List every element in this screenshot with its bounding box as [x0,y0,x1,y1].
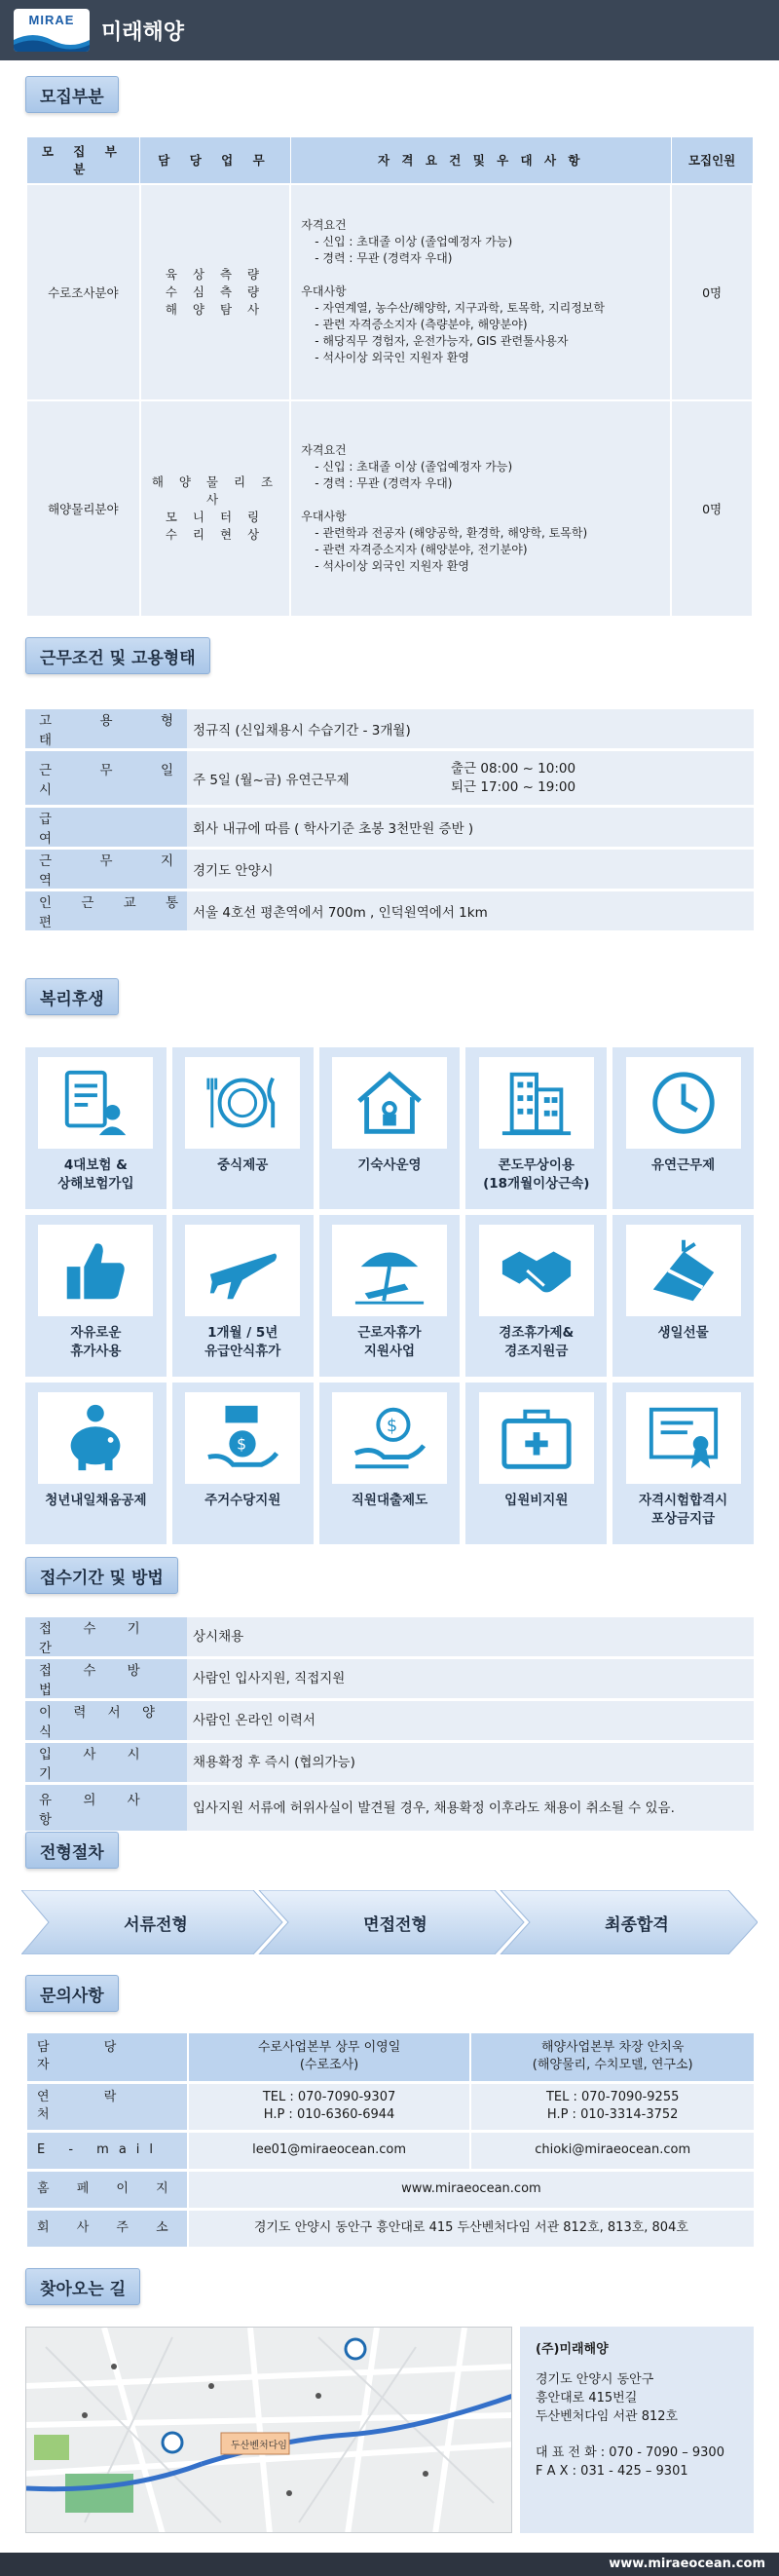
contact-email-1[interactable]: lee01@miraeocean.com [188,2131,471,2170]
address-line: 두산벤처다임 서관 812호 [536,2409,679,2424]
req-item: - 경력 : 무관 (경력자 우대) [315,475,453,490]
welfare-label-line: 유연근무제 [650,1157,716,1173]
welfare-label [204,1324,280,1361]
company-tel[interactable]: 대 표 전 화 : 070 - 7090 – 9300 [536,2445,724,2460]
work-value: 회사 내규에 따름 ( 학사기준 초봉 3천만원 증반 ) [187,807,754,849]
map-graphic-icon [26,2328,512,2533]
contact-label: 회 사 주 소 [26,2209,188,2248]
welfare-label [204,1492,280,1510]
pref-item: - 관련 자격증소지자 (해양분야, 전기분야) [315,542,528,556]
recruit-header-duty: 담 당 업 무 [140,137,291,184]
certificate-icon [626,1392,741,1484]
welfare-label-line: 포상금지급 [650,1511,716,1527]
work-label: 인 근 교 통 편 [25,890,187,932]
pref-title: 우대사항 [301,284,347,298]
contact-phone-1 [188,2082,471,2131]
apply-value: 사람인 입사지원, 직접지원 [187,1658,754,1700]
section-title-directions: 찾아오는 길 [25,2268,140,2305]
welfare-label-line: 지원사업 [363,1344,416,1359]
work-label: 근 무 지 역 [25,849,187,890]
handshake-icon [479,1225,594,1316]
welfare-label [357,1324,421,1361]
apply-value: 입사지원 서류에 허위사실이 발견될 경우, 채용확정 이후라도 채용이 취소될 수 있음. [187,1784,754,1833]
work-value: 정규직 (신입채용시 수습기간 - 3개월) [187,709,754,750]
svg-text:$: $ [237,1435,247,1454]
contact-hp-2[interactable]: H.P : 010-3314-3752 [546,2107,679,2122]
gift-icon [626,1225,741,1316]
req-item: - 신입 : 초대졸 이상 (졸업예정자 가능) [315,459,513,474]
work-row [25,807,754,849]
welfare-label [483,1156,589,1193]
apply-row [25,1658,754,1700]
location-map[interactable] [25,2327,512,2533]
duty-item: 수 심 측 량 [165,284,266,299]
welfare-label [70,1324,121,1361]
contact-address: 경기도 안양시 동안구 흥안대로 415 두산벤처다임 서관 812호, 813호, 804호 [188,2209,754,2248]
process-step-final: 최종합격 [605,1914,669,1935]
welfare-label [499,1324,574,1361]
logo-text: MIRAE [28,13,75,27]
process-step-interview: 면접전형 [363,1914,427,1935]
pref-item: - 석사이상 외국인 지원자 환영 [315,351,469,364]
apply-row [25,1700,754,1742]
recruit-requirements [290,400,671,617]
meal-plate-icon [185,1057,300,1149]
work-value [187,750,754,807]
company-name: (주)미래해양 [536,2342,609,2357]
coin-hand-icon [332,1392,447,1484]
welfare-item [172,1215,314,1377]
welfare-label [57,1156,133,1193]
welfare-item [465,1383,607,1544]
welfare-item [25,1215,167,1377]
house-lock-icon [332,1057,447,1149]
recruit-division: 수로조사분야 [26,184,140,400]
welfare-item [25,1383,167,1544]
welfare-item [612,1215,754,1377]
map-building-label: 두산벤처다임 [231,2441,287,2451]
req-title: 자격요건 [301,218,347,232]
welfare-label [651,1156,715,1175]
welfare-label-line: 경조휴가제& [499,1325,575,1341]
svg-text:$: $ [387,1417,398,1437]
welfare-item [319,1215,461,1377]
building-icon [479,1057,594,1149]
section-title-contact: 문의사항 [25,1975,119,2012]
recruit-count: 0명 [671,400,753,617]
pref-item: - 해당직무 경험자, 운전가능자, GIS 관련툴사용자 [315,334,569,348]
contact-row [26,2170,754,2209]
section-title-process: 전형절차 [25,1832,119,1869]
apply-value: 채용확정 후 즉시 (협의가능) [187,1742,754,1784]
welfare-item [612,1047,754,1209]
address-line: 경기도 안양시 동안구 [536,2372,654,2387]
work-start-time: 출근 08:00 ~ 10:00 [451,760,576,777]
apply-label: 접 수 방 법 [25,1658,187,1700]
section-title-recruit: 모집부분 [25,76,119,113]
work-value: 서울 4호선 평촌역에서 700m , 인덕원역에서 1km [187,890,754,932]
welfare-label-line: 휴가사용 [70,1344,122,1359]
pref-item: - 자연계열, 농수산/해양학, 지구과학, 토목학, 지리정보학 [315,301,605,315]
welfare-item [319,1047,461,1209]
welfare-label-line: 유급안식휴가 [204,1344,281,1359]
welfare-label-line: 입원비지원 [504,1493,569,1508]
work-end-time: 퇴근 17:00 ~ 19:00 [451,778,576,795]
work-row [25,890,754,932]
recruit-row [26,400,753,617]
apply-label: 접 수 기 간 [25,1617,187,1658]
beach-icon [332,1225,447,1316]
contact-person-1-name: 수로사업본부 상무 이영일 [257,2040,401,2056]
checklist-person-icon [38,1057,153,1149]
contact-person-1-dept: (수로조사) [299,2058,359,2073]
footer-bar [0,2553,779,2576]
recruit-requirements [290,184,671,400]
apply-row [25,1742,754,1784]
work-label [25,807,187,849]
welfare-label [217,1156,268,1175]
welfare-label-line: 자유로운 [70,1325,122,1341]
welfare-item [319,1383,461,1544]
recruit-duties [140,400,291,617]
contact-tel-1[interactable]: TEL : 070-7090-9307 [262,2090,396,2104]
welfare-label [658,1324,709,1343]
welfare-label [357,1156,421,1175]
req-item: - 경력 : 무관 (경력자 우대) [315,251,453,265]
apply-row [25,1617,754,1658]
contact-label: 연 락 처 [26,2082,188,2131]
recruit-header-count: 모집인원 [671,137,753,184]
welfare-label-line: 직원대출제도 [351,1493,428,1508]
header-bar [0,0,779,60]
duty-item: 수 리 현 상 [165,526,266,542]
apply-label: 입 사 시 기 [25,1742,187,1784]
recruit-division: 해양물리분야 [26,400,140,617]
duty-item: 육 상 측 량 [165,266,266,282]
section-title-apply: 접수기간 및 방법 [25,1557,178,1594]
welfare-label-line: 생일선물 [657,1325,709,1341]
contact-row [26,2209,754,2248]
thumbs-up-icon [38,1225,153,1316]
duty-item: 해 양 탐 사 [165,301,266,317]
contact-person-2 [470,2033,754,2082]
welfare-label-line: 청년내일채움공제 [45,1493,147,1508]
req-title: 자격요건 [301,442,347,457]
work-table [25,709,754,933]
contact-website[interactable]: www.miraeocean.com [188,2170,754,2209]
welfare-label-line: 콘도무상이용 [498,1157,575,1173]
welfare-label-line: 1개월 / 5년 [207,1325,278,1341]
contact-table [25,2033,754,2250]
welfare-label-line: 기숙사운영 [357,1157,422,1173]
footer-url[interactable]: www.miraeocean.com [609,2557,765,2571]
pref-title: 우대사항 [301,509,347,523]
work-value: 경기도 안양시 [187,849,754,890]
recruit-header-requirement: 자 격 요 건 및 우 대 사 항 [290,137,671,184]
logo-wave-icon [14,30,90,52]
contact-row [26,2082,754,2131]
pref-item: - 관련 자격증소지자 (측량분야, 해양분야) [315,318,528,331]
welfare-grid [25,1047,754,1544]
recruit-header-division: 모 집 부 분 [26,137,140,184]
duty-item: 모 니 터 링 [165,509,266,524]
welfare-item [465,1047,607,1209]
first-aid-kit-icon [479,1392,594,1484]
req-item: - 신입 : 초대졸 이상 (졸업예정자 가능) [315,235,513,248]
contact-label: 홈 페 이 지 [26,2170,188,2209]
money-hand-icon [185,1392,300,1484]
process-flow [21,1890,758,1954]
contact-hp-1[interactable]: H.P : 010-6360-6944 [263,2107,395,2122]
process-step-documents: 서류전형 [124,1914,188,1935]
apply-value: 사람인 온라인 이력서 [187,1700,754,1742]
welfare-label-line: (18개월이상근속) [483,1176,590,1192]
recruit-table [25,136,754,618]
work-label: 고 용 형 태 [25,709,187,750]
apply-row [25,1784,754,1833]
welfare-label [639,1492,727,1529]
recruit-count: 0명 [671,184,753,400]
airplane-icon [185,1225,300,1316]
pref-item: - 관련학과 전공자 (해양공학, 환경학, 해양학, 토목학) [315,525,588,540]
contact-row [26,2033,754,2082]
welfare-label-line: 4대보험 & [63,1157,128,1173]
welfare-item [465,1215,607,1377]
contact-label: 담 당 자 [26,2033,188,2082]
apply-label: 이 력 서 양 식 [25,1700,187,1742]
recruit-duties [140,184,291,400]
contact-tel-2[interactable]: TEL : 070-7090-9255 [545,2090,680,2104]
apply-table [25,1617,754,1834]
section-title-welfare: 복리후생 [25,978,119,1015]
contact-person-2-name: 해양사업본부 차장 안치욱 [540,2040,685,2056]
company-fax: F A X : 031 - 425 – 9301 [536,2464,688,2479]
welfare-item [172,1383,314,1544]
contact-row [26,2131,754,2170]
welfare-label-line: 주거수당지원 [204,1493,281,1508]
pref-item: - 석사이상 외국인 지원자 환영 [315,558,469,573]
work-row [25,750,754,807]
contact-email-2[interactable]: chioki@miraeocean.com [470,2131,754,2170]
welfare-label-line: 근로자휴가 [357,1325,422,1341]
work-hours-type: 주 5일 (월~금) 유연근무제 [193,772,350,788]
welfare-label-line: 자격시험합격시 [638,1493,728,1508]
section-title-work: 근무조건 및 고용형태 [25,637,210,674]
work-row [25,709,754,750]
company-logo[interactable] [14,9,90,52]
welfare-label [504,1492,568,1510]
recruit-row [26,184,753,400]
address-line: 흥안대로 415번길 [536,2391,638,2406]
work-label: 근 무 일 시 [25,750,187,807]
contact-label: E - mail [26,2131,188,2170]
duty-item: 해 양 물 리 조 사 [151,474,279,507]
welfare-item [612,1383,754,1544]
welfare-label-line: 중식제공 [217,1157,269,1173]
welfare-label [45,1492,146,1510]
clock-icon [626,1057,741,1149]
work-row [25,849,754,890]
contact-person-1 [188,2033,471,2082]
contact-person-2-dept: (해양물리, 수치모델, 연구소) [532,2058,693,2073]
apply-value: 상시채용 [187,1617,754,1658]
welfare-label [352,1492,427,1510]
apply-label: 유 의 사 항 [25,1784,187,1833]
piggy-bank-icon [38,1392,153,1484]
welfare-item [172,1047,314,1209]
welfare-label-line: 상해보험가입 [57,1176,134,1192]
recruit-header-row [26,137,753,184]
welfare-label-line: 경조지원금 [504,1344,569,1359]
company-address-box [520,2327,754,2533]
brand-name: 미래해양 [101,19,185,45]
welfare-item [25,1047,167,1209]
salary-label-text: 급 여 [39,812,156,847]
contact-phone-2 [470,2082,754,2131]
